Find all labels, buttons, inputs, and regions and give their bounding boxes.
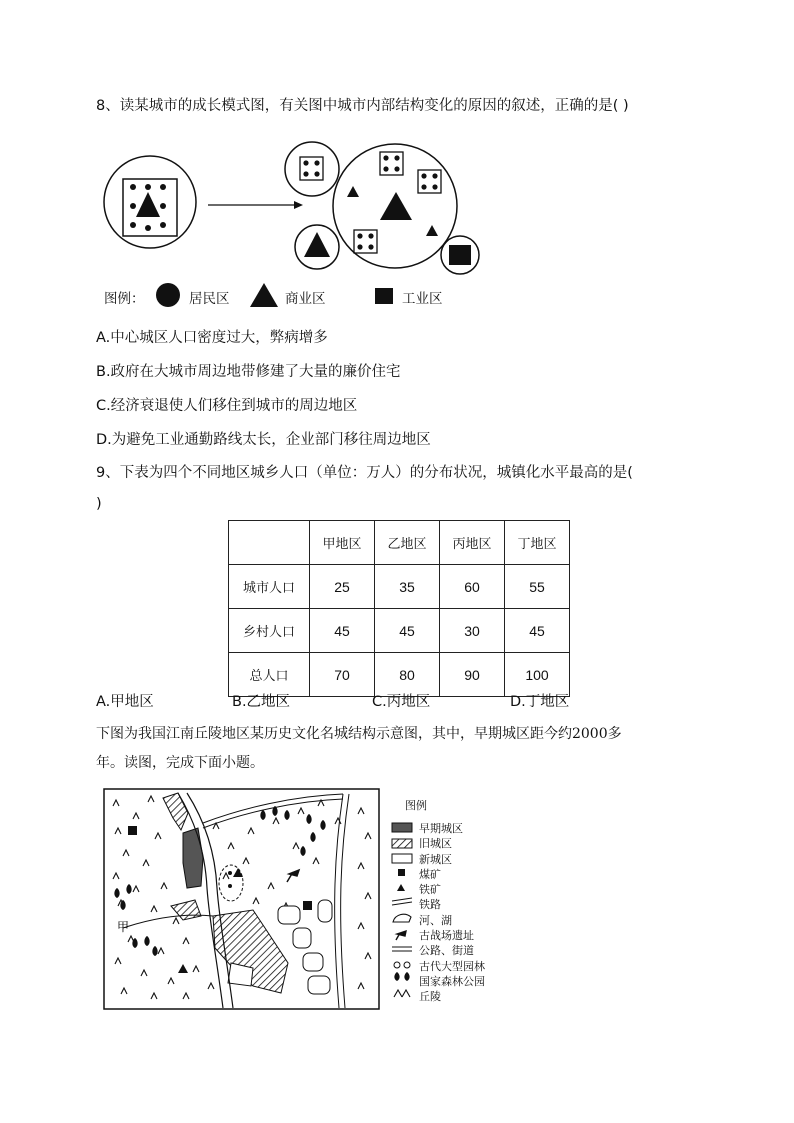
table-header-cell: 甲地区 (310, 521, 375, 565)
legend-road: 公路、街道 (419, 944, 474, 958)
q9-option-a: A.甲地区 (96, 694, 154, 710)
legend-iron-mine: 铁矿 (419, 883, 441, 897)
table-cell: 90 (440, 653, 505, 697)
table-row (229, 565, 570, 609)
legend-new-city: 新城区 (419, 852, 452, 866)
table-header-cell (229, 521, 310, 565)
legend-old-city: 旧城区 (419, 837, 452, 851)
legend-river-lake: 河、湖 (419, 913, 452, 927)
legend-industrial-label: 工业区 (402, 291, 443, 307)
table-cell: 45 (375, 609, 440, 653)
table-cell: 70 (310, 653, 375, 697)
residential-legend-icon (156, 283, 180, 307)
row-label: 乡村人口 (229, 609, 310, 653)
table-cell: 25 (310, 565, 375, 609)
q8-option-a: A.中心城区人口密度过大，弊病增多 (96, 330, 328, 346)
table-header-cell: 乙地区 (375, 521, 440, 565)
q9-option-d: D.丁地区 (510, 694, 570, 710)
coal-mine-marker (128, 826, 137, 835)
industrial-legend-icon (375, 288, 393, 304)
table-cell: 100 (505, 653, 570, 697)
table-cell: 45 (310, 609, 375, 653)
map-legend-title: 图例 (405, 799, 427, 812)
table-cell: 60 (440, 565, 505, 609)
q9-option-b: B.乙地区 (232, 694, 291, 710)
row-label: 城市人口 (229, 565, 310, 609)
legend-garden: 古代大型园林 (419, 959, 485, 973)
q8-option-d: D.为避免工业通勤路线太长，企业部门移往周边地区 (96, 432, 431, 448)
table-cell: 55 (505, 565, 570, 609)
legend-battlefield: 古战场遗址 (419, 929, 474, 943)
map-intro-line2: 年。读图，完成下面小题。 (96, 755, 264, 771)
map-intro-line1: 下图为我国江南丘陵地区某历史文化名城结构示意图，其中，早期城区距今约2000多 (96, 726, 622, 742)
q8-option-c: C.经济衰退使人们移住到城市的周边地区 (96, 398, 358, 414)
question-9-stem-end: ) (96, 496, 102, 512)
place-label-jia: 甲 (117, 920, 130, 934)
q9-option-c: C.丙地区 (372, 694, 431, 710)
legend-commercial-label: 商业区 (285, 291, 326, 307)
table-header-cell: 丁地区 (505, 521, 570, 565)
row-label: 总人口 (229, 653, 310, 697)
legend-hill: 丘陵 (419, 990, 441, 1004)
legend-early-city: 早期城区 (419, 822, 463, 835)
legend-title: 图例： (104, 291, 145, 307)
question-8-stem: 8、读某城市的成长模式图，有关图中城市内部结构变化的原因的叙述，正确的是( ) (96, 98, 629, 114)
table-header-cell: 丙地区 (440, 521, 505, 565)
early-city-area (183, 828, 203, 888)
growth-arrow-head (294, 201, 303, 209)
coal-mine-marker (303, 901, 312, 910)
table-row (229, 609, 570, 653)
table-cell: 35 (375, 565, 440, 609)
population-table (228, 520, 570, 697)
q8-option-b: B.政府在大城市周边地带修建了大量的廉价住宅 (96, 364, 401, 380)
question-9-stem: 9、下表为四个不同地区城乡人口（单位：万人）的分布状况，城镇化水平最高的是( (96, 465, 633, 481)
legend-residential-label: 居民区 (189, 291, 230, 307)
legend-forest: 国家森林公园 (419, 974, 485, 988)
map-legend-list (419, 820, 485, 1004)
legend-coal-mine: 煤矿 (419, 867, 441, 881)
table-header-row (229, 521, 570, 565)
map-legend-icons (392, 823, 412, 997)
table-row (229, 653, 570, 697)
table-cell: 80 (375, 653, 440, 697)
commercial-legend-icon (250, 283, 278, 307)
legend-railway: 铁路 (419, 898, 441, 912)
table-cell: 30 (440, 609, 505, 653)
table-cell: 45 (505, 609, 570, 653)
commercial-triangle (136, 192, 160, 217)
